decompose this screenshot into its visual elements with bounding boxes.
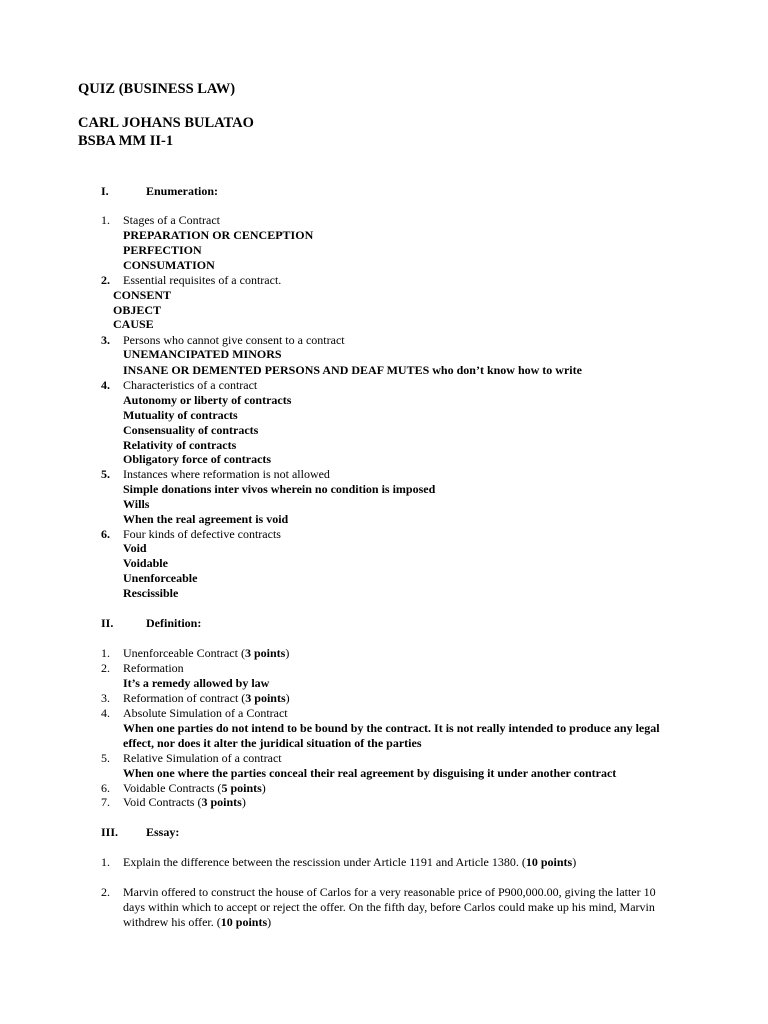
- enum-1-answer: CONSUMATION: [123, 258, 215, 272]
- definition-2-question: Reformation: [123, 661, 184, 675]
- student-name: CARL JOHANS BULATAO: [78, 115, 254, 131]
- enum-5-answer: When the real agreement is void: [123, 512, 289, 526]
- points-value: 3 points: [244, 646, 286, 660]
- enum-1-answer: PREPARATION OR CENCEPTION: [123, 228, 314, 242]
- enum-5-answer: Simple donations inter vivos wherein no condition is imposed: [123, 482, 436, 496]
- enum-4-answer: Relativity of contracts: [123, 438, 237, 452]
- points-value: 3 points: [201, 795, 242, 809]
- definition-1-question: Unenforceable Contract (3 points): [123, 646, 290, 660]
- part1-title: Enumeration:: [146, 184, 218, 198]
- definition-5-answer: When one where the parties conceal their real agreement by disguising it under another contract: [123, 766, 617, 780]
- points-value: 10 points: [525, 855, 573, 869]
- part2-numeral: II.: [101, 616, 114, 630]
- part3-title: Essay:: [146, 825, 180, 839]
- enum-5-number: 5.: [101, 467, 110, 481]
- enum-3-answer: INSANE OR DEMENTED PERSONS AND DEAF MUTES who don’t know how to write: [123, 363, 582, 377]
- enum-4-question: Characteristics of a contract: [123, 378, 258, 392]
- part1-numeral: I.: [101, 184, 109, 198]
- definition-4-question: Absolute Simulation of a Contract: [123, 706, 288, 720]
- enum-3-number: 3.: [101, 333, 110, 347]
- essay-1-number: 1.: [101, 855, 110, 869]
- enum-4-answer: Mutuality of contracts: [123, 408, 238, 422]
- essay-2-question-line: days within which to accept or reject the offer. On the fifth day, before Carlos could make up his mind, Marvin: [123, 900, 655, 914]
- quiz-title: QUIZ (BUSINESS LAW): [78, 81, 236, 97]
- enum-1-number: 1.: [101, 213, 110, 227]
- enum-5-answer: Wills: [123, 497, 150, 511]
- part3-numeral: III.: [101, 825, 119, 839]
- enum-1-question: Stages of a Contract: [123, 213, 220, 227]
- enum-2-answer: CONSENT: [113, 288, 172, 302]
- definition-1-number: 1.: [101, 646, 110, 660]
- enum-6-answer: Void: [123, 541, 147, 555]
- enum-1-answer: PERFECTION: [123, 243, 202, 257]
- essay-2-question-line: withdrew his offer. (10 points): [123, 915, 272, 929]
- points-value: 10 points: [220, 915, 268, 929]
- definition-6-number: 6.: [101, 781, 110, 795]
- definition-4-answer: effect, nor does it alter the juridical situation of the parties: [123, 736, 422, 750]
- definition-3-question: Reformation of contract (3 points): [123, 691, 290, 705]
- definition-5-number: 5.: [101, 751, 110, 765]
- enum-4-answer: Autonomy or liberty of contracts: [123, 393, 292, 407]
- enum-4-answer: Consensuality of contracts: [123, 423, 259, 437]
- points-value: 3 points: [245, 691, 286, 705]
- definition-5-question: Relative Simulation of a contract: [123, 751, 282, 765]
- enum-4-number: 4.: [101, 378, 110, 392]
- enum-6-number: 6.: [101, 527, 110, 541]
- enum-6-answer: Voidable: [123, 556, 168, 570]
- enum-6-question: Four kinds of defective contracts: [123, 527, 281, 541]
- definition-6-question: Voidable Contracts (5 points): [123, 781, 266, 795]
- definition-7-number: 7.: [101, 795, 110, 809]
- student-section: BSBA MM II-1: [78, 133, 174, 149]
- enum-2-question: Essential requisites of a contract.: [123, 273, 282, 287]
- essay-2-number: 2.: [101, 885, 110, 899]
- essay-2-question-line: Marvin offered to construct the house of Carlos for a very reasonable price of P900,000.00, giving the latter 10: [123, 885, 656, 899]
- enum-5-question: Instances where reformation is not allowed: [123, 467, 330, 481]
- enum-2-answer: CAUSE: [113, 317, 154, 331]
- enum-6-answer: Unenforceable: [123, 571, 198, 585]
- essay-1-question: Explain the difference between the rescission under Article 1191 and Article 1380. (10 points): [123, 855, 577, 869]
- enum-3-answer: UNEMANCIPATED MINORS: [123, 347, 282, 361]
- definition-3-number: 3.: [101, 691, 110, 705]
- enum-4-answer: Obligatory force of contracts: [123, 452, 272, 466]
- enum-2-number: 2.: [101, 273, 110, 287]
- enum-3-question: Persons who cannot give consent to a contract: [123, 333, 345, 347]
- points-value: 5 points: [221, 781, 262, 795]
- definition-2-number: 2.: [101, 661, 110, 675]
- definition-2-answer: It’s a remedy allowed by law: [123, 676, 270, 690]
- part2-title: Definition:: [146, 616, 202, 630]
- definition-4-number: 4.: [101, 706, 110, 720]
- definition-4-answer: When one parties do not intend to be bound by the contract. It is not really intended to produce any legal: [123, 721, 660, 735]
- definition-7-question: Void Contracts (3 points): [123, 795, 246, 809]
- enum-6-answer: Rescissible: [123, 586, 179, 600]
- enum-2-answer: OBJECT: [113, 303, 162, 317]
